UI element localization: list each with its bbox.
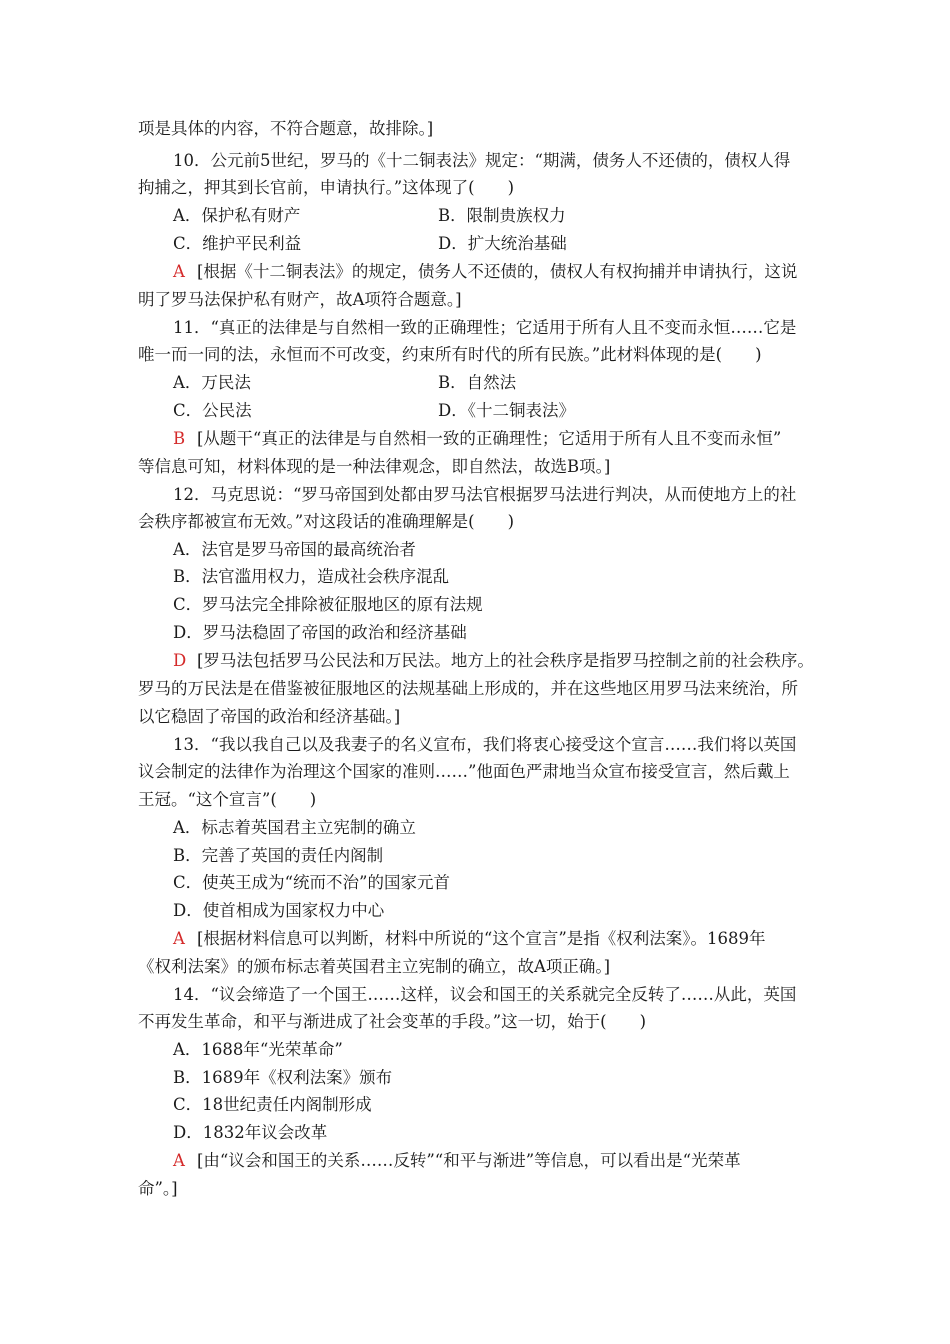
option-d: D．罗马法稳固了帝国的政治和经济基础 bbox=[173, 623, 467, 642]
question-11-stem: 11．“真正的法律是与自然相一致的正确理性；它适用于所有人且不变而永恒……它是 bbox=[173, 318, 797, 337]
explanation-text: 以它稳固了帝国的政治和经济基础。] bbox=[138, 707, 401, 726]
option-c: C．18世纪责任内阁制形成 bbox=[173, 1095, 372, 1114]
option-a: A．标志着英国君主立宪制的确立 bbox=[173, 818, 416, 837]
question-13-stem: 议会制定的法律作为治理这个国家的准则……”他面色严肃地当众宣布接受宣言，然后戴上 bbox=[138, 762, 790, 781]
answer-letter: A bbox=[173, 262, 185, 281]
answer-letter: A bbox=[173, 929, 185, 948]
option-d: D．1832年议会改革 bbox=[173, 1123, 328, 1142]
option-b: B．限制贵族权力 bbox=[438, 206, 566, 225]
option-a: A．保护私有财产 bbox=[173, 206, 301, 225]
explanation-text: 罗马的万民法是在借鉴被征服地区的法规基础上形成的，并在这些地区用罗马法来统治，所 bbox=[138, 679, 798, 698]
question-14-stem: 不再发生革命，和平与渐进成了社会变革的手段。”这一切，始于( ) bbox=[138, 1012, 647, 1031]
explanation-text: [罗马法包括罗马公民法和万民法。地方上的社会秩序是指罗马控制之前的社会秩序。 bbox=[197, 651, 814, 670]
explanation-text: [根据材料信息可以判断，材料中所说的“这个宣言”是指《权利法案》。1689年 bbox=[197, 929, 766, 948]
option-c: C．公民法 bbox=[173, 401, 252, 420]
question-13-stem: 王冠。“这个宣言”( ) bbox=[138, 790, 317, 809]
option-c: C．使英王成为“统而不治”的国家元首 bbox=[173, 873, 450, 892]
option-b: B．自然法 bbox=[438, 373, 517, 392]
question-12-stem: 会秩序都被宣布无效。”对这段话的准确理解是( ) bbox=[138, 512, 515, 531]
option-d: D．扩大统治基础 bbox=[438, 234, 567, 253]
question-10-stem: 拘捕之，押其到长官前，申请执行。”这体现了( ) bbox=[138, 178, 515, 197]
option-d: D．使首相成为国家权力中心 bbox=[173, 901, 385, 920]
explanation-text: 等信息可知，材料体现的是一种法律观念，即自然法，故选B项。] bbox=[138, 457, 611, 476]
explanation-text: [根据《十二铜表法》的规定，债务人不还债的，债权人有权拘捕并申请执行，这说 bbox=[197, 262, 798, 281]
option-b: B．1689年《权利法案》颁布 bbox=[173, 1068, 393, 1087]
option-d: D．《十二铜表法》 bbox=[438, 401, 575, 420]
explanation-text: 命”。] bbox=[138, 1179, 178, 1198]
question-11-stem: 唯一而一同的法，永恒而不可改变，约束所有时代的所有民族。”此材料体现的是( ) bbox=[138, 345, 762, 364]
question-12-stem: 12．马克思说：“罗马帝国到处都由罗马法官根据罗马法进行判决，从而使地方上的社 bbox=[173, 485, 797, 504]
option-c: C．罗马法完全排除被征服地区的原有法规 bbox=[173, 595, 483, 614]
answer-letter: A bbox=[173, 1151, 185, 1170]
text-line: 项是具体的内容，不符合题意，故排除。] bbox=[138, 119, 434, 138]
option-c: C．维护平民利益 bbox=[173, 234, 302, 253]
option-b: B．法官滥用权力，造成社会秩序混乱 bbox=[173, 567, 450, 586]
answer-letter: B bbox=[173, 429, 186, 448]
explanation-text: [由“议会和国王的关系……反转”“和平与渐进”等信息，可以看出是“光荣革 bbox=[197, 1151, 741, 1170]
explanation-text: 《权利法案》的颁布标志着英国君主立宪制的确立，故A项正确。] bbox=[138, 957, 611, 976]
question-14-stem: 14．“议会缔造了一个国王……这样，议会和国王的关系就完全反转了……从此，英国 bbox=[173, 985, 797, 1004]
explanation-text: 明了罗马法保护私有财产，故A项符合题意。] bbox=[138, 290, 462, 309]
option-b: B．完善了英国的责任内阁制 bbox=[173, 846, 384, 865]
question-10-stem: 10．公元前5世纪，罗马的《十二铜表法》规定：“期满，债务人不还债的，债权人得 bbox=[173, 151, 791, 170]
option-a: A．法官是罗马帝国的最高统治者 bbox=[173, 540, 416, 559]
question-13-stem: 13．“我以我自己以及我妻子的名义宣布，我们将衷心接受这个宣言……我们将以英国 bbox=[173, 735, 797, 754]
option-a: A．1688年“光荣革命” bbox=[173, 1040, 343, 1059]
option-a: A．万民法 bbox=[173, 373, 251, 392]
answer-letter: D bbox=[173, 651, 187, 670]
explanation-text: [从题干“真正的法律是与自然相一致的正确理性；它适用于所有人且不变而永恒” bbox=[197, 429, 782, 448]
